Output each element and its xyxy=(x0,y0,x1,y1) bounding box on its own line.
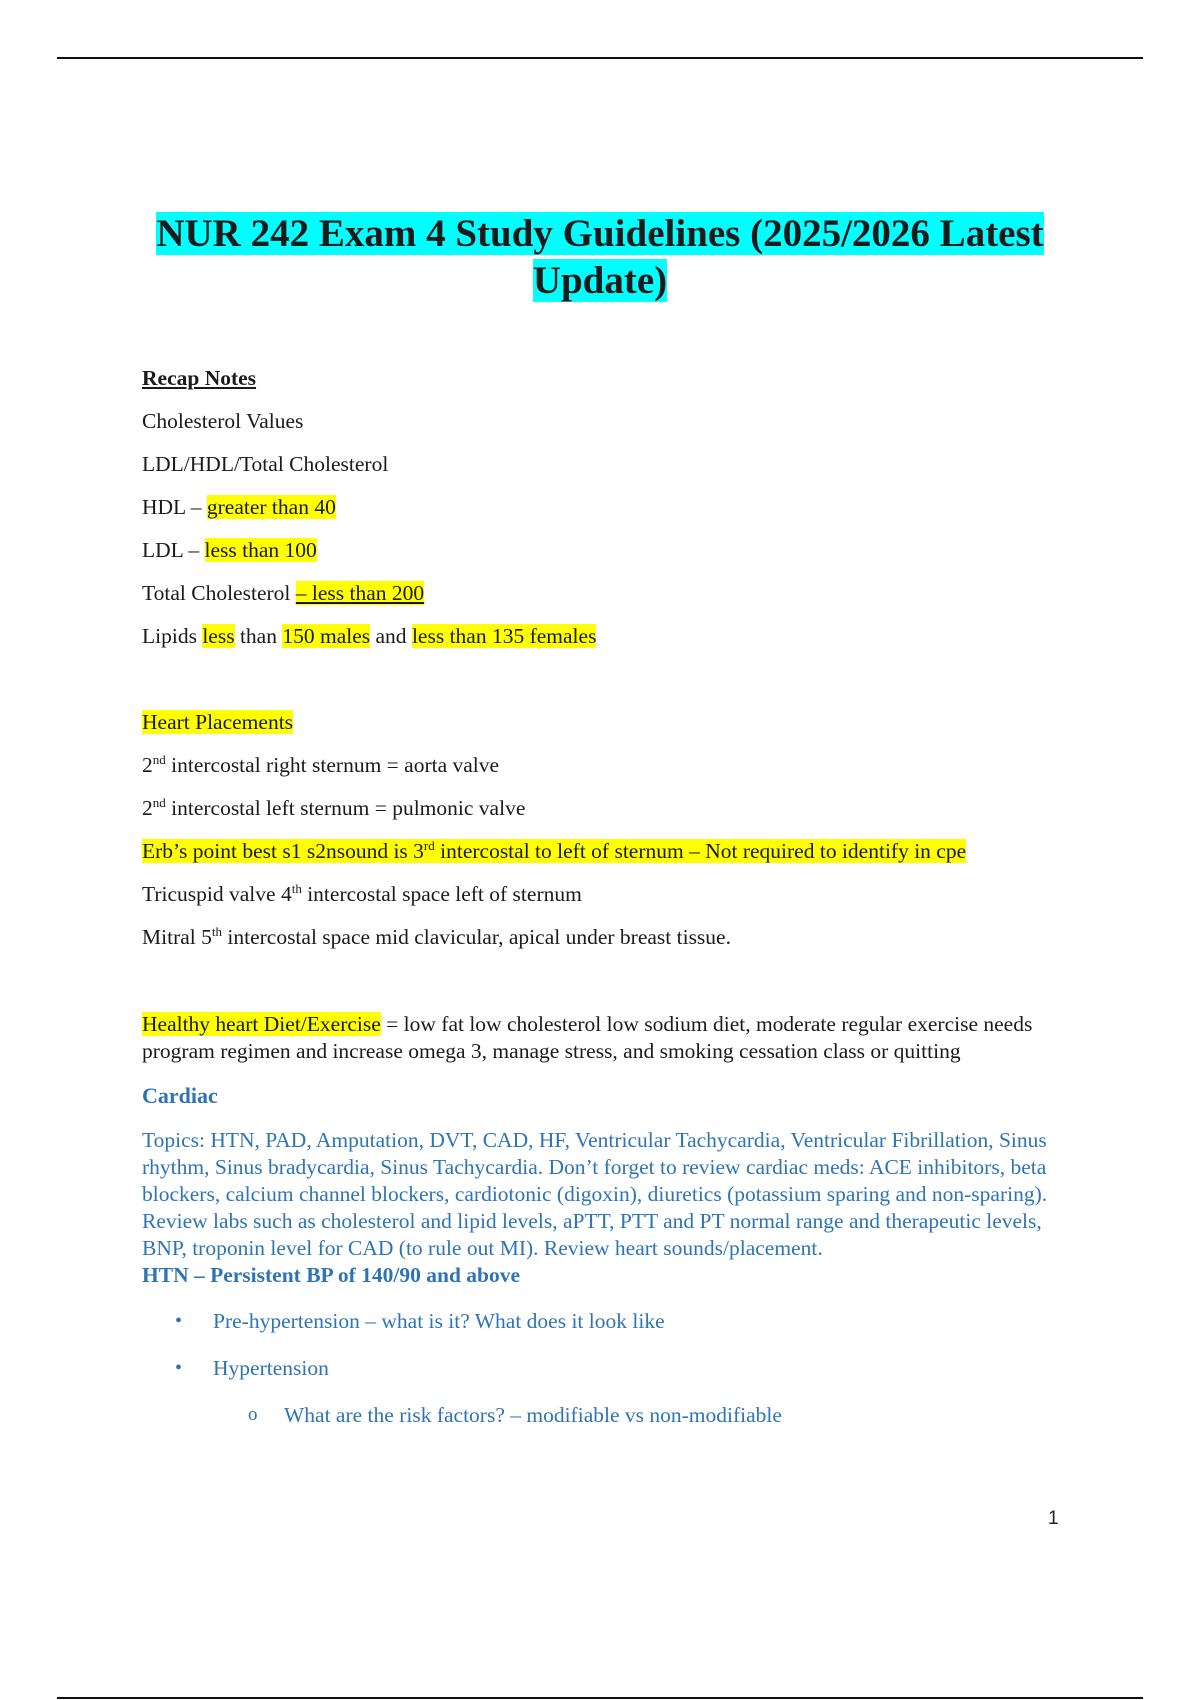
sub-bullet-text: What are the risk factors? – modifiable vs non-modifiable xyxy=(284,1403,782,1427)
diet-text: = low fat low cholesterol low sodium diet, moderate regular exercise needs program regimen and increase omega 3, manage stress, and smoking cessation class or quitting xyxy=(142,1012,1033,1063)
total-label: Total Cholesterol xyxy=(142,581,296,605)
erbs-pre: Erb’s point best s1 s2nsound is 3 xyxy=(142,839,424,863)
hdl-label: HDL – xyxy=(142,495,207,519)
tricuspid-line xyxy=(142,876,1082,919)
sub-list-item xyxy=(142,1400,1082,1447)
lipids-part-e: and xyxy=(370,624,412,648)
lipids-part-b: less xyxy=(202,624,235,648)
document-title-text: NUR 242 Exam 4 Study Guidelines (2025/2026 Latest Update) xyxy=(156,212,1044,302)
mitral-post: intercostal space mid clavicular, apical under breast tissue. xyxy=(222,925,731,949)
document-body xyxy=(142,360,1082,1447)
list-item xyxy=(142,1353,1082,1400)
ldl-line xyxy=(142,532,1082,575)
bullet-text: Hypertension xyxy=(213,1356,329,1380)
spacer xyxy=(142,661,1082,704)
hdl-line xyxy=(142,489,1082,532)
cholesterol-values-line: Cholesterol Values xyxy=(142,409,304,433)
bullet-icon: • xyxy=(175,1357,183,1379)
recap-heading-line xyxy=(142,360,1082,403)
top-rule xyxy=(57,57,1143,59)
aorta-valve-line xyxy=(142,747,1082,790)
spacer xyxy=(142,962,1082,1005)
bullet-text: Pre-hypertension – what is it? What does it look like xyxy=(213,1309,665,1333)
pulmonic-text: intercostal left sternum = pulmonic valve xyxy=(165,796,526,820)
heart-placements-heading: Heart Placements xyxy=(142,710,294,734)
cardiac-topics: Topics: HTN, PAD, Amputation, DVT, CAD, HF, Ventricular Tachycardia, Ventricular Fibrillation, Sinus rhythm, Sinus bradycardia, Sinus Tachycardia. Don’t forget to review cardiac meds: ACE inhibitors, beta blockers, calcium channel blockers, cardiotonic (digoxin), diuretics (potassium sparing and non-sparing). Review labs such as cholesterol and lipid levels, aPTT, PTT and PT normal range and therapeutic levels, BNP, troponin level for CAD (to rule out MI). Review heart sounds/placement. xyxy=(142,1128,1048,1260)
aorta-text: intercostal right sternum = aorta valve xyxy=(165,753,500,777)
tricuspid-post: intercostal space left of sternum xyxy=(301,882,582,906)
pulmonic-valve-line xyxy=(142,790,1082,833)
lipids-part-a: Lipids xyxy=(142,624,203,648)
recap-heading: Recap Notes xyxy=(142,366,257,390)
circle-bullet-icon: o xyxy=(248,1404,258,1425)
cardiac-heading: Cardiac xyxy=(142,1083,218,1108)
pulmonic-num: 2 xyxy=(142,796,153,820)
ldl-label: LDL – xyxy=(142,538,205,562)
erbs-point-line xyxy=(142,833,1082,876)
lipids-part-d: 150 males xyxy=(282,624,371,648)
heart-heading-line xyxy=(142,704,1082,747)
hdl-value: greater than 40 xyxy=(206,495,336,519)
aorta-num: 2 xyxy=(142,753,153,777)
diet-paragraph xyxy=(142,1011,1082,1065)
tricuspid-pre: Tricuspid valve 4 xyxy=(142,882,292,906)
list-item xyxy=(142,1306,1082,1353)
mitral-sup: th xyxy=(211,923,222,939)
bottom-rule xyxy=(57,1697,1143,1699)
cholesterol-types-line: LDL/HDL/Total Cholesterol xyxy=(142,452,389,476)
lipids-line xyxy=(142,618,1082,661)
page-number: 1 xyxy=(1048,1508,1059,1529)
erbs-sup: rd xyxy=(423,837,435,853)
pulmonic-sup: nd xyxy=(152,794,166,810)
tricuspid-sup: th xyxy=(291,880,302,896)
erbs-highlight xyxy=(142,839,966,863)
aorta-sup: nd xyxy=(152,751,166,767)
lipids-part-f: less than 135 females xyxy=(411,624,597,648)
total-value: – less than 200 xyxy=(295,581,425,605)
htn-heading: HTN – Persistent BP of 140/90 and above xyxy=(142,1263,521,1287)
total-cholesterol-line xyxy=(142,575,1082,618)
diet-label: Healthy heart Diet/Exercise xyxy=(142,1012,381,1036)
mitral-pre: Mitral 5 xyxy=(142,925,212,949)
erbs-post: intercostal to left of sternum – Not required to identify in cpe xyxy=(434,839,967,863)
document-title xyxy=(100,210,1100,304)
mitral-line xyxy=(142,919,1082,962)
ldl-value: less than 100 xyxy=(204,538,317,562)
bullet-icon: • xyxy=(175,1310,183,1332)
lipids-part-c: than xyxy=(234,624,283,648)
